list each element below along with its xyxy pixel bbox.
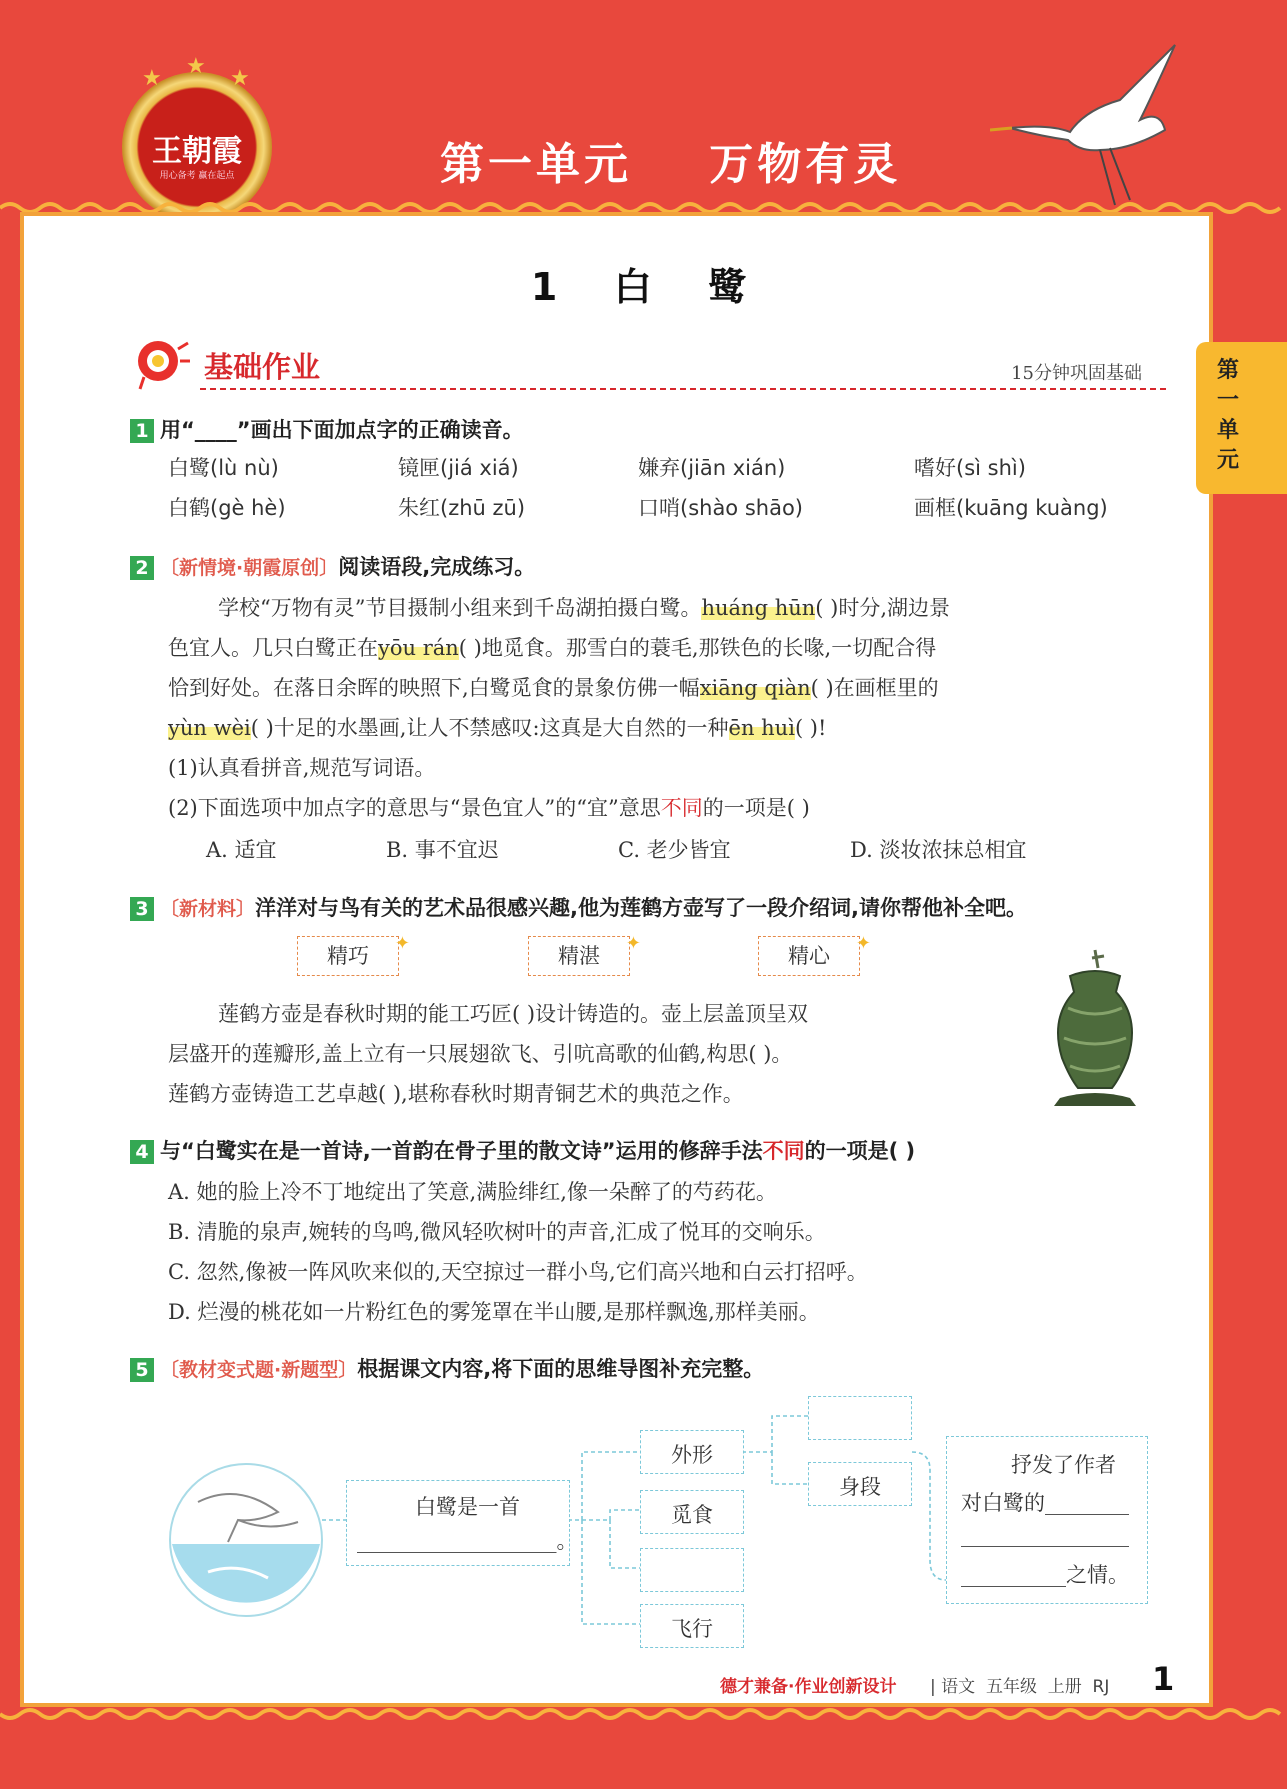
question-tag: 〔新材料〕: [160, 898, 256, 920]
q2-subquestion-2: (2)下面选项中加点字的意思与“景色宜人”的“宜”意思不同的一项是( ): [168, 796, 810, 820]
footer-book-title: 德才兼备·作业创新设计: [720, 1677, 897, 1697]
question-prompt: 洋洋对与鸟有关的艺术品很感兴趣,他为莲鹤方壶写了一段介绍词,请你帮他补全吧。: [255, 896, 1027, 920]
q1-item: 画框(kuāng kuàng): [914, 496, 1108, 520]
q2-subquestion-1: (1)认真看拼音,规范写词语。: [168, 756, 436, 780]
word-choice-box: 精湛 ✦: [528, 936, 630, 976]
footer-meta: | 语文 五年级 上册 RJ: [930, 1677, 1110, 1697]
q3-passage-line: 莲鹤方壶是春秋时期的能工巧匠( )设计铸造的。壶上层盖顶呈双: [218, 1002, 809, 1026]
q1-item: 嗜好(sì shì): [914, 456, 1026, 480]
mindmap-center-box[interactable]: 白鹭是一首 ___________________。: [346, 1480, 570, 1566]
star-icon: ✦: [855, 933, 871, 954]
q4-option-b: B. 清脆的泉声,婉转的鸟鸣,微风轻吹树叶的声音,汇成了悦耳的交响乐。: [168, 1220, 826, 1244]
star-icon: ★: [142, 66, 162, 91]
star-icon: ✦: [394, 933, 410, 954]
pinyin-prompt: xiāng qiàn: [699, 676, 811, 700]
mindmap-branch-blank[interactable]: [640, 1548, 744, 1592]
q4-option-a: A. 她的脸上冷不丁地绽出了笑意,满脸绯红,像一朵醉了的芍药花。: [168, 1180, 777, 1204]
mindmap-subbranch-figure: 身段: [808, 1462, 912, 1506]
q2-option-c: C. 老少皆宜: [618, 838, 731, 862]
q1-item: 口哨(shào shāo): [638, 496, 803, 520]
pinyin-prompt: yōu rán: [378, 636, 459, 660]
section-subtitle: 15分钟巩固基础: [1011, 363, 1142, 384]
question-number: 1: [130, 419, 154, 443]
logo-text: 王朝霞: [152, 134, 242, 169]
mindmap-subbranch-blank[interactable]: [808, 1396, 912, 1440]
q1-item: 白鹭(lù nù): [168, 456, 279, 480]
question-tag: 〔新情境·朝霞原创〕: [160, 557, 339, 579]
page-number: 1: [1152, 1660, 1175, 1698]
question-number: 3: [130, 897, 154, 921]
star-icon: ★: [230, 66, 250, 91]
mindmap-branch-foraging: 觅食: [640, 1490, 744, 1534]
question-4: 4 与“白鹭实在是一首诗,一首韵在骨子里的散文诗”运用的修辞手法不同的一项是( ): [130, 1135, 915, 1165]
side-tab-label: 第一单元: [1216, 358, 1239, 473]
word-choice-box: 精心 ✦: [758, 936, 860, 976]
q2-option-a: A. 适宜: [206, 838, 277, 862]
q1-item: 朱红(zhū zū): [398, 496, 526, 520]
question-number: 5: [130, 1358, 154, 1382]
q2-option-b: B. 事不宜迟: [386, 838, 499, 862]
logo-slogan: 用心备考 赢在起点: [159, 171, 235, 181]
star-icon: ✦: [625, 933, 641, 954]
q2-passage-line: 色宜人。几只白鹭正在yōu rán( )地觅食。那雪白的蓑毛,那铁色的长喙,一切配合得: [168, 636, 937, 660]
q1-item: 白鹤(gè hè): [168, 496, 286, 520]
q4-option-c: C. 忽然,像被一阵风吹来似的,天空掠过一群小鸟,它们高兴地和白云打招呼。: [168, 1260, 868, 1284]
star-icon: ★: [186, 54, 206, 79]
question-prompt: 用“____”画出下面加点字的正确读音。: [160, 418, 524, 442]
q2-passage-line: 恰到好处。在落日余晖的映照下,白鹭觅食的景象仿佛一幅xiāng qiàn( )在画框里的: [168, 676, 939, 700]
question-tag: 〔教材变式题·新题型〕: [160, 1359, 358, 1381]
q1-item: 嫌弃(jiān xián): [638, 456, 786, 480]
q2-option-d: D. 淡妆浓抹总相宜: [850, 838, 1027, 862]
pinyin-prompt: yùn wèi: [168, 716, 251, 740]
pinyin-prompt: ēn huì: [728, 716, 795, 740]
question-number: 4: [130, 1140, 154, 1164]
q3-passage-line: 层盛开的莲瓣形,盖上立有一只展翅欲飞、引吭高歌的仙鹤,构思( )。: [168, 1042, 793, 1066]
footer-wave-border: [0, 1706, 1287, 1722]
q2-passage-line: yùn wèi( )十足的水墨画,让人不禁感叹:这真是大自然的一种ēn huì( )!: [168, 716, 827, 740]
lesson-title: 1 白 鹭: [530, 265, 757, 309]
unit-title: 第一单元 万物有灵: [440, 139, 902, 190]
question-number: 2: [130, 556, 154, 580]
word-choice-box: 精巧 ✦: [297, 936, 399, 976]
mindmap-conclusion-box[interactable]: 抒发了作者 对白鹭的________ ________________ __________之情。: [946, 1436, 1148, 1604]
mindmap-branch-appearance: 外形: [640, 1430, 744, 1474]
q1-item: 镜匣(jiá xiá): [398, 456, 519, 480]
q2-passage-line: 学校“万物有灵”节目摄制小组来到千岛湖拍摄白鹭。huáng hūn( )时分,湖边景: [218, 596, 951, 620]
section-title: 基础作业: [204, 350, 321, 384]
question-prompt: 阅读语段,完成练习。: [338, 555, 536, 579]
egret-circle-image: [168, 1462, 324, 1618]
mindmap-branch-flying: 飞行: [640, 1604, 744, 1648]
q3-passage-line: 莲鹤方壶铸造工艺卓越( ),堪称春秋时期青铜艺术的典范之作。: [168, 1082, 744, 1106]
pinyin-prompt: huáng hūn: [701, 596, 816, 620]
question-prompt: 根据课文内容,将下面的思维导图补充完整。: [357, 1357, 765, 1381]
q4-option-d: D. 烂漫的桃花如一片粉红色的雾笼罩在半山腰,是那样飘逸,那样美丽。: [168, 1300, 820, 1324]
